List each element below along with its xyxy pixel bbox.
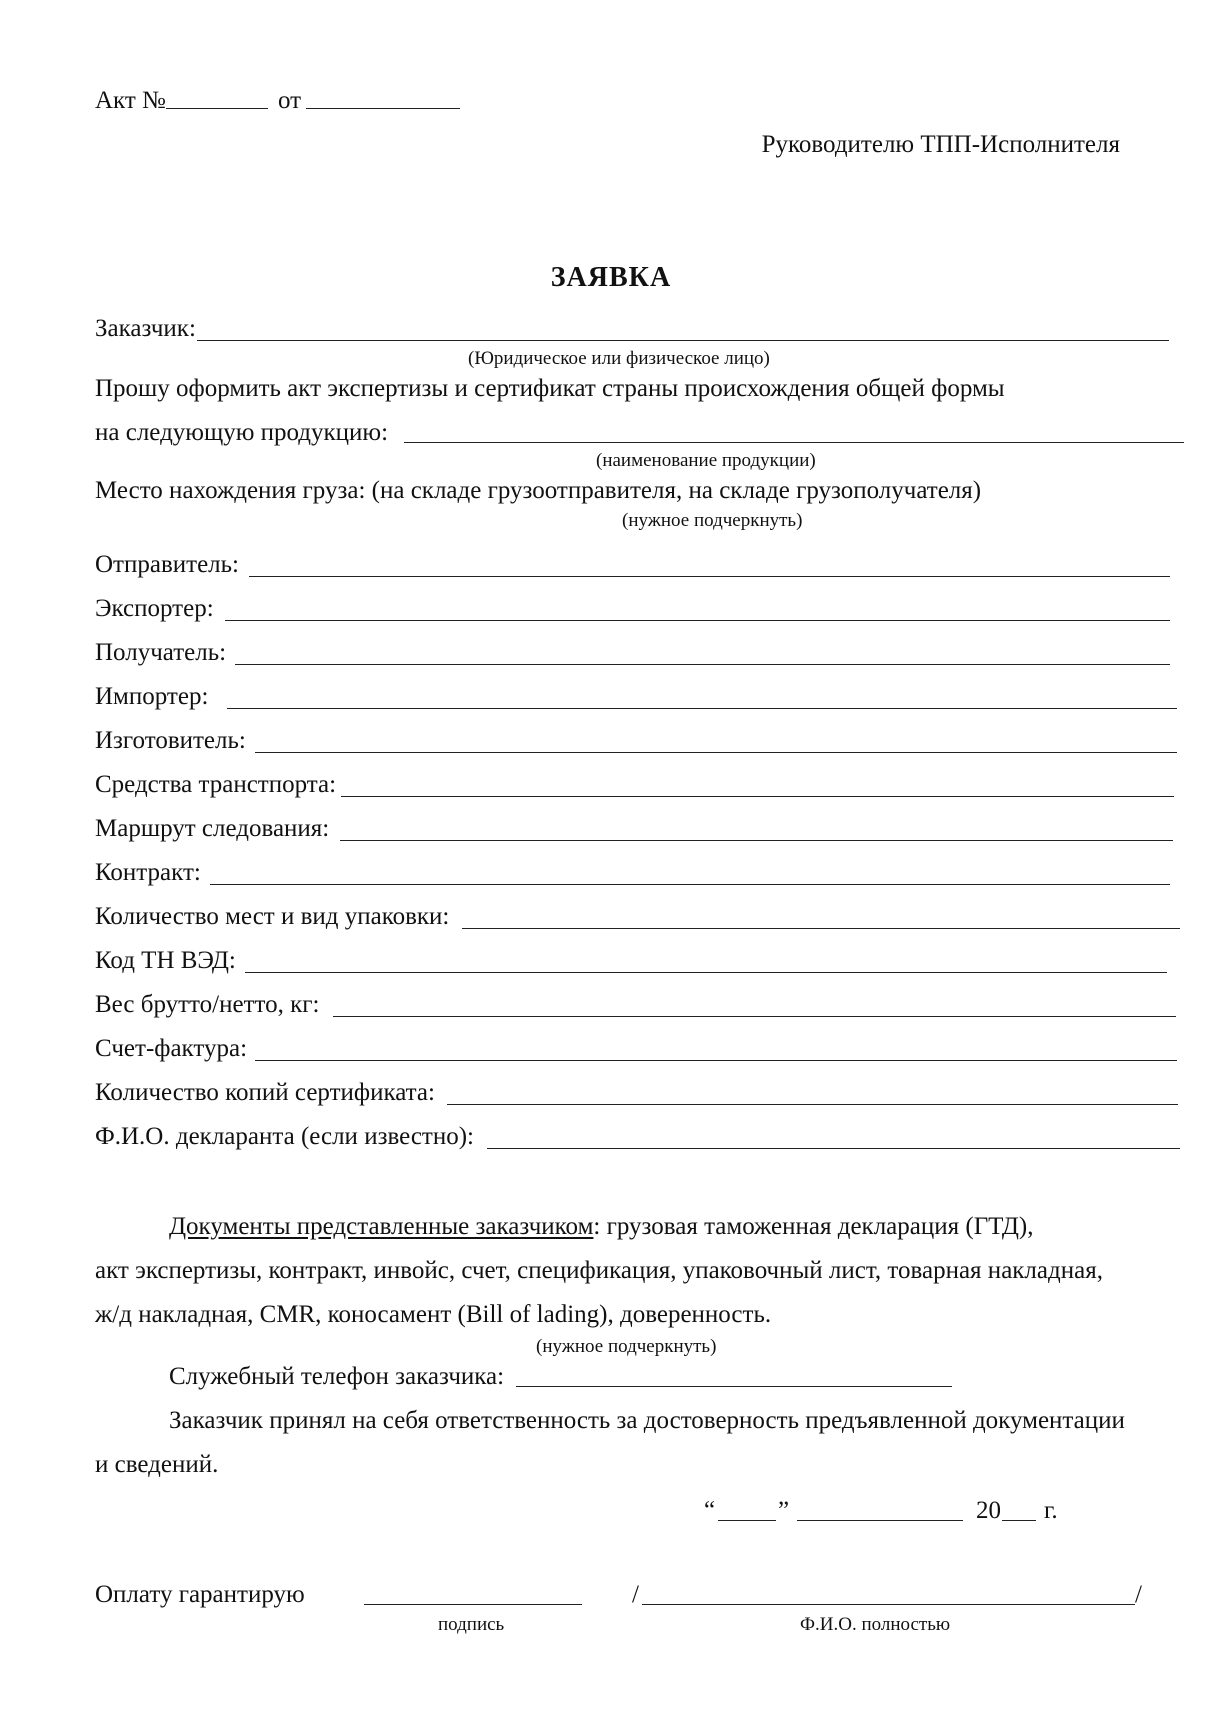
- field-importer-label: Импортер:: [95, 683, 209, 710]
- date-open-quote: “: [704, 1497, 716, 1524]
- cargo-location-hint: (нужное подчеркнуть): [622, 510, 803, 531]
- field-importer-input[interactable]: [227, 708, 1177, 709]
- responsibility-line-1: Заказчик принял на себя ответственность за достоверность предъявленной документации: [169, 1407, 1125, 1434]
- addressee: Руководителю ТПП-Исполнителя: [761, 131, 1120, 158]
- responsibility-line-2: и сведений.: [95, 1451, 219, 1478]
- signature-field[interactable]: [364, 1604, 582, 1605]
- name-slash-open: /: [632, 1581, 639, 1608]
- field-invoice-label: Счет-фактура:: [95, 1035, 248, 1062]
- date-year-field[interactable]: [1002, 1520, 1036, 1521]
- customer-label: Заказчик:: [95, 315, 196, 342]
- field-route-input[interactable]: [340, 840, 1173, 841]
- field-copies-label: Количество копий сертификата:: [95, 1079, 435, 1106]
- documents-heading: Документы представленные заказчиком: [169, 1213, 594, 1240]
- field-packages: [95, 902, 1187, 934]
- documents-line-1: [169, 1212, 1033, 1242]
- field-transport: [95, 770, 1185, 802]
- documents-line-1-rest: : грузовая таможенная декларация (ГТД),: [593, 1213, 1034, 1240]
- field-contract-input[interactable]: [210, 884, 1170, 885]
- field-manufacturer-label: Изготовитель:: [95, 727, 246, 754]
- field-transport-input[interactable]: [341, 796, 1174, 797]
- request-line-1: Прошу оформить акт экспертизы и сертификат страны происхождения общей формы: [95, 375, 1005, 402]
- signature-hint: подпись: [438, 1614, 505, 1635]
- field-sender: [95, 550, 1175, 582]
- field-hs-code: [95, 946, 1185, 978]
- phone-field[interactable]: [516, 1386, 952, 1387]
- field-recipient-input[interactable]: [235, 664, 1170, 665]
- field-weight-label: Вес брутто/нетто, кг:: [95, 991, 320, 1018]
- cargo-location: Место нахождения груза: (на складе грузоотправителя, на складе грузополучателя): [95, 477, 982, 504]
- date-day-field[interactable]: [718, 1520, 776, 1521]
- act-number-label: Акт №: [95, 87, 166, 114]
- field-route-label: Маршрут следования:: [95, 815, 330, 842]
- field-exporter-label: Экспортер:: [95, 595, 214, 622]
- field-sender-input[interactable]: [249, 576, 1170, 577]
- documents-hint: (нужное подчеркнуть): [536, 1336, 717, 1357]
- field-copies-input[interactable]: [447, 1104, 1178, 1105]
- field-exporter: [95, 594, 1175, 626]
- field-declarant-input[interactable]: [487, 1148, 1180, 1149]
- name-slash-close: /: [1135, 1581, 1142, 1608]
- field-contract-label: Контракт:: [95, 859, 201, 886]
- field-declarant: [95, 1122, 1187, 1154]
- date-year-suffix: г.: [1044, 1497, 1058, 1524]
- field-recipient-label: Получатель:: [95, 639, 227, 666]
- date-year-prefix: 20: [976, 1497, 1001, 1524]
- field-packages-input[interactable]: [462, 928, 1180, 929]
- product-field[interactable]: [404, 442, 1184, 443]
- customer-field[interactable]: [197, 340, 1169, 341]
- product-label: на следующую продукцию:: [95, 419, 389, 446]
- full-name-hint: Ф.И.О. полностью: [800, 1614, 951, 1635]
- field-packages-label: Количество мест и вид упаковки:: [95, 903, 450, 930]
- field-invoice-input[interactable]: [255, 1060, 1177, 1061]
- documents-line-3: ж/д накладная, CMR, коносамент (Bill of lading), доверенность.: [95, 1301, 772, 1328]
- field-importer: [95, 682, 1185, 714]
- documents-line-2: акт экспертизы, контракт, инвойс, счет, спецификация, упаковочный лист, товарная накладная,: [95, 1257, 1103, 1284]
- field-hs-code-label: Код ТН ВЭД:: [95, 947, 236, 974]
- payment-label: Оплату гарантирую: [95, 1581, 305, 1608]
- field-exporter-input[interactable]: [225, 620, 1170, 621]
- field-weight: [95, 990, 1185, 1022]
- field-copies: [95, 1078, 1185, 1110]
- field-route: [95, 814, 1185, 846]
- field-recipient: [95, 638, 1175, 670]
- page-title: ЗАЯВКА: [550, 262, 672, 293]
- field-manufacturer: [95, 726, 1185, 758]
- field-hs-code-input[interactable]: [245, 972, 1167, 973]
- customer-hint: (Юридическое или физическое лицо): [468, 348, 770, 369]
- field-invoice: [95, 1034, 1185, 1066]
- field-transport-label: Средства транстпорта:: [95, 771, 337, 798]
- product-hint: (наименование продукции): [596, 450, 816, 471]
- phone-label: Служебный телефон заказчика:: [169, 1363, 505, 1390]
- field-sender-label: Отправитель:: [95, 551, 239, 578]
- date-close-quote: ”: [778, 1497, 790, 1524]
- date-month-field[interactable]: [797, 1520, 963, 1521]
- act-number-field[interactable]: [166, 108, 268, 109]
- act-date-label: от: [278, 87, 302, 114]
- full-name-field[interactable]: [642, 1604, 1135, 1605]
- field-weight-input[interactable]: [333, 1016, 1176, 1017]
- act-date-field[interactable]: [306, 108, 460, 109]
- field-contract: [95, 858, 1185, 890]
- field-declarant-label: Ф.И.О. декларанта (если известно):: [95, 1123, 474, 1150]
- field-manufacturer-input[interactable]: [255, 752, 1177, 753]
